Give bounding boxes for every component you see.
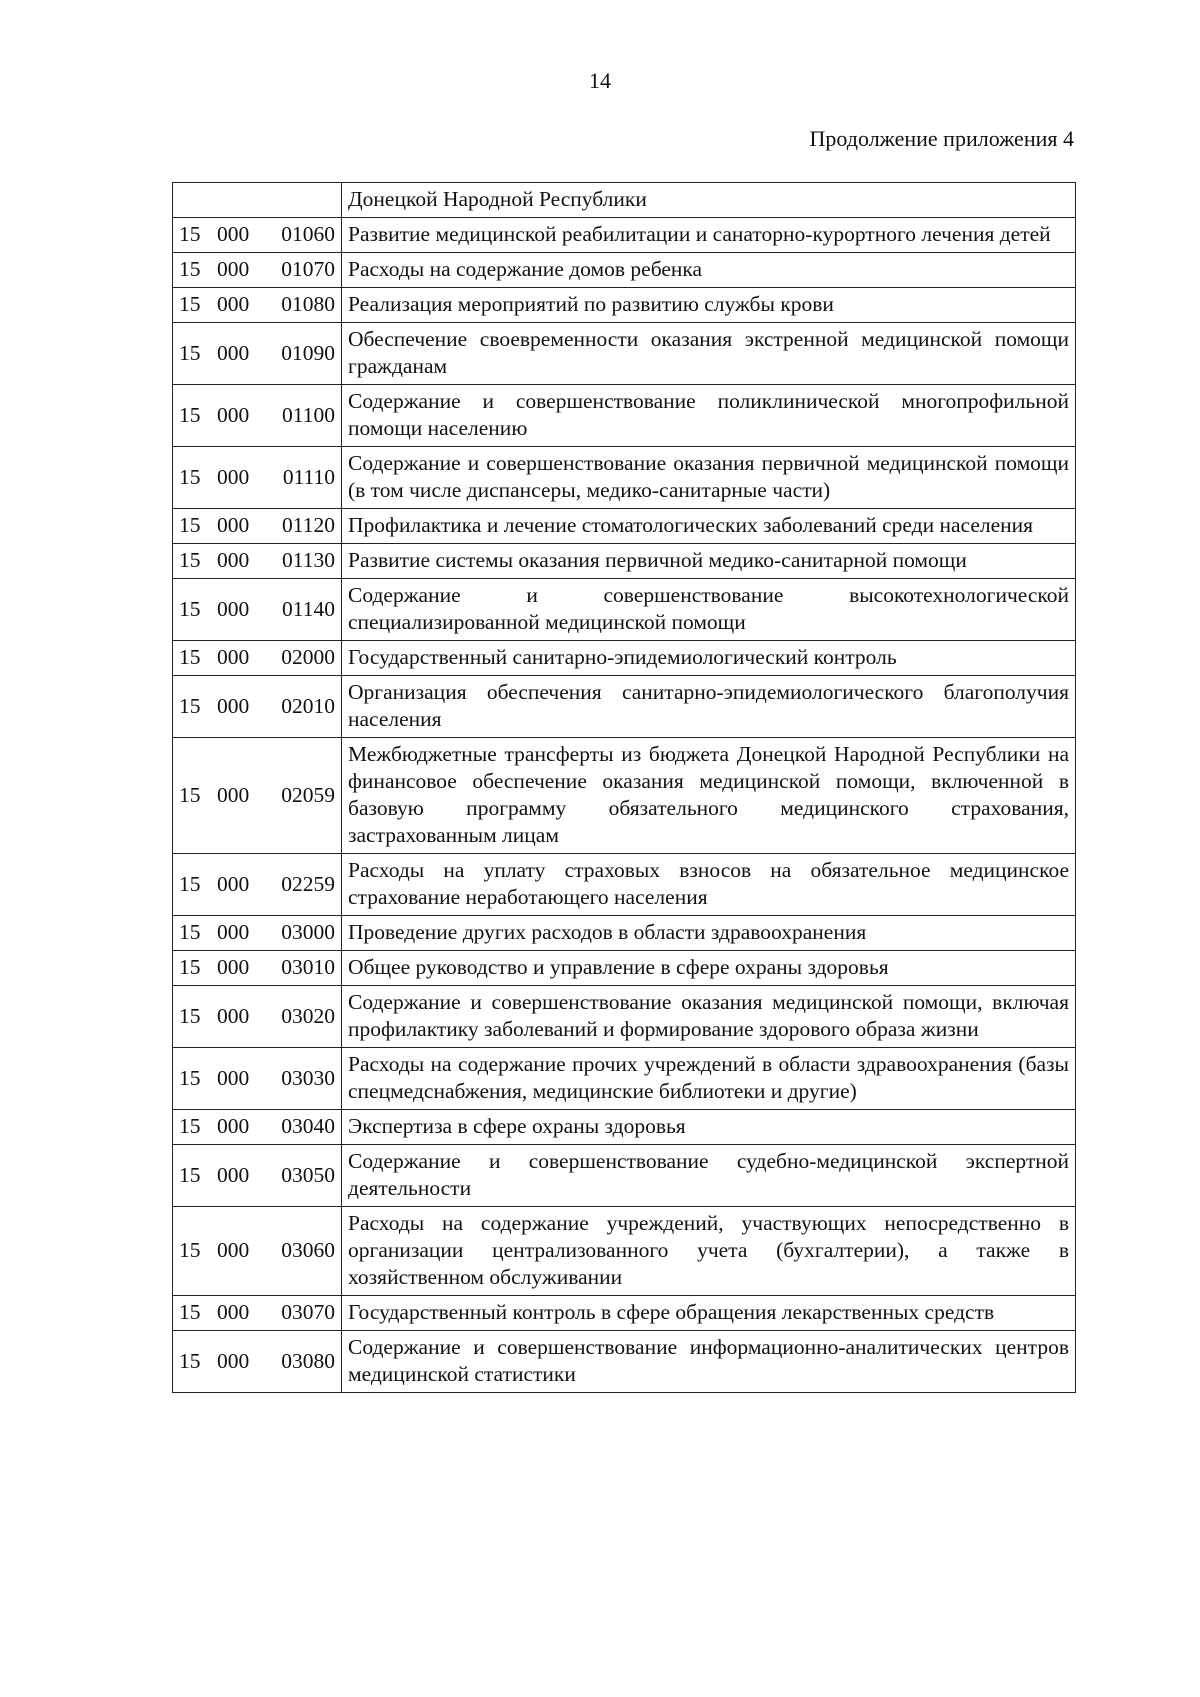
code-parts	[179, 1162, 335, 1189]
code-item: 03070	[281, 1300, 335, 1324]
description-cell: Содержание и совершенствование оказания первичной медицинской помощи (в том числе диспансеры, медико-санитарные части)	[342, 447, 1076, 509]
code-cell	[173, 218, 342, 253]
code-program: 000	[217, 1003, 250, 1028]
description-cell: Организация обеспечения санитарно-эпидемиологического благополучия населения	[342, 676, 1076, 738]
code-item: 01140	[282, 596, 335, 621]
description-cell: Донецкой Народной Республики	[342, 183, 1076, 218]
code-parts	[179, 871, 335, 898]
code-cell	[173, 288, 342, 323]
description-cell: Расходы на содержание учреждений, участвующих непосредственно в организации централизованного учета (бухгалтерии), а также в хозяйственном обслуживании	[342, 1207, 1076, 1296]
description-cell: Проведение других расходов в области здравоохранения	[342, 916, 1076, 951]
code-item: 03010	[281, 955, 335, 979]
description-cell: Содержание и совершенствование поликлинической многопрофильной помощи населению	[342, 385, 1076, 447]
code-parts	[179, 547, 335, 574]
code-cell	[173, 1296, 342, 1331]
code-parts	[179, 644, 335, 671]
code-cell	[173, 253, 342, 288]
code-item: 03040	[281, 1114, 335, 1138]
code-program: 000	[217, 1114, 250, 1138]
table-row	[173, 986, 1076, 1048]
code-section: 15	[179, 292, 201, 316]
code-cell	[173, 447, 342, 509]
code-parts	[179, 291, 335, 318]
description-cell: Обеспечение своевременности оказания экстренной медицинской помощи гражданам	[342, 323, 1076, 385]
code-item: 01110	[282, 464, 335, 489]
page-number: 14	[589, 68, 611, 93]
table-body	[173, 183, 1076, 1393]
table-row	[173, 544, 1076, 579]
code-cell	[173, 1048, 342, 1110]
table-row	[173, 1296, 1076, 1331]
code-cell	[173, 641, 342, 676]
table-row	[173, 1110, 1076, 1145]
code-section: 15	[179, 596, 201, 621]
code-item: 02010	[281, 693, 335, 718]
code-parts	[179, 954, 335, 981]
code-section: 15	[179, 402, 201, 427]
code-item: 01100	[282, 402, 335, 427]
budget-codes-table	[172, 182, 1076, 1393]
code-parts	[179, 596, 335, 623]
code-program: 000	[217, 955, 250, 979]
code-item: 01070	[281, 257, 335, 281]
code-cell	[173, 509, 342, 544]
code-program: 000	[217, 257, 250, 281]
code-section: 15	[179, 513, 201, 537]
code-cell	[173, 951, 342, 986]
code-item: 01120	[282, 513, 335, 537]
code-parts	[179, 256, 335, 283]
description-cell: Содержание и совершенствование оказания медицинской помощи, включая профилактику заболеваний и формирование здорового образа жизни	[342, 986, 1076, 1048]
code-parts	[179, 693, 335, 720]
code-parts	[179, 1299, 335, 1326]
code-program: 000	[217, 693, 250, 718]
code-program: 000	[217, 548, 250, 572]
code-item: 03030	[281, 1065, 335, 1090]
code-item: 03020	[281, 1003, 335, 1028]
description-cell: Межбюджетные трансферты из бюджета Донецкой Народной Республики на финансовое обеспечение оказания медицинской помощи, включенной в базовую программу обязательного медицинского страхования, застрахованным лицам	[342, 738, 1076, 854]
table-row	[173, 218, 1076, 253]
description-cell: Содержание и совершенствование информационно-аналитических центров медицинской статистики	[342, 1331, 1076, 1393]
table-row	[173, 1207, 1076, 1296]
code-parts	[179, 402, 335, 429]
code-parts	[179, 464, 335, 491]
code-program: 000	[217, 871, 250, 896]
code-program: 000	[217, 920, 250, 944]
code-parts	[179, 512, 335, 539]
code-cell	[173, 738, 342, 854]
table-row	[173, 509, 1076, 544]
code-parts	[179, 221, 335, 248]
code-cell	[173, 1207, 342, 1296]
table-row	[173, 447, 1076, 509]
description-cell: Развитие системы оказания первичной медико-санитарной помощи	[342, 544, 1076, 579]
code-item: 03050	[281, 1162, 335, 1187]
table-row	[173, 676, 1076, 738]
code-parts	[179, 919, 335, 946]
code-program: 000	[217, 1162, 250, 1187]
code-item: 01130	[282, 548, 335, 572]
code-cell	[173, 986, 342, 1048]
code-section: 15	[179, 1348, 201, 1373]
table-row	[173, 1331, 1076, 1393]
table-row	[173, 253, 1076, 288]
description-cell: Содержание и совершенствование высокотехнологической специализированной медицинской помощи	[342, 579, 1076, 641]
code-cell	[173, 1331, 342, 1393]
code-cell	[173, 183, 342, 218]
code-cell	[173, 323, 342, 385]
code-section: 15	[179, 693, 201, 718]
code-item: 03060	[281, 1238, 335, 1262]
code-section: 15	[179, 955, 201, 979]
code-program: 000	[217, 1300, 250, 1324]
code-parts	[179, 340, 335, 367]
code-cell	[173, 676, 342, 738]
code-program: 000	[217, 596, 250, 621]
code-item: 02259	[281, 871, 335, 896]
table-row	[173, 641, 1076, 676]
code-section: 15	[179, 464, 201, 489]
code-section: 15	[179, 782, 201, 807]
code-item: 03080	[281, 1348, 335, 1373]
code-program: 000	[217, 513, 250, 537]
code-cell	[173, 1110, 342, 1145]
code-item: 01080	[281, 292, 335, 316]
description-cell: Экспертиза в сфере охраны здоровья	[342, 1110, 1076, 1145]
code-parts	[179, 1348, 335, 1375]
table-row	[173, 1145, 1076, 1207]
table-row	[173, 579, 1076, 641]
description-cell: Содержание и совершенствование судебно-медицинской экспертной деятельности	[342, 1145, 1076, 1207]
table-row	[173, 738, 1076, 854]
code-section: 15	[179, 1003, 201, 1028]
code-program: 000	[217, 222, 250, 246]
table-row	[173, 951, 1076, 986]
code-cell	[173, 916, 342, 951]
code-section: 15	[179, 1162, 201, 1187]
table-row	[173, 916, 1076, 951]
code-cell	[173, 385, 342, 447]
description-cell: Развитие медицинской реабилитации и санаторно-курортного лечения детей	[342, 218, 1076, 253]
code-program: 000	[217, 292, 250, 316]
table-row	[173, 854, 1076, 916]
description-cell: Государственный санитарно-эпидемиологический контроль	[342, 641, 1076, 676]
code-section: 15	[179, 871, 201, 896]
description-cell: Расходы на уплату страховых взносов на обязательное медицинское страхование неработающего населения	[342, 854, 1076, 916]
table-row	[173, 385, 1076, 447]
code-cell	[173, 1145, 342, 1207]
code-item: 03000	[281, 920, 335, 944]
code-section: 15	[179, 920, 201, 944]
code-section: 15	[179, 222, 201, 246]
description-cell: Общее руководство и управление в сфере охраны здоровья	[342, 951, 1076, 986]
code-program: 000	[217, 340, 250, 365]
code-section: 15	[179, 340, 201, 365]
code-program: 000	[217, 464, 250, 489]
code-section: 15	[179, 1238, 201, 1262]
description-cell: Реализация мероприятий по развитию службы крови	[342, 288, 1076, 323]
code-section: 15	[179, 548, 201, 572]
table-row	[173, 183, 1076, 218]
code-program: 000	[217, 1348, 250, 1373]
code-program: 000	[217, 402, 250, 427]
code-program: 000	[217, 1065, 250, 1090]
code-cell	[173, 579, 342, 641]
description-cell: Профилактика и лечение стоматологических заболеваний среди населения	[342, 509, 1076, 544]
description-cell: Расходы на содержание домов ребенка	[342, 253, 1076, 288]
code-parts	[179, 1113, 335, 1140]
code-program: 000	[217, 782, 250, 807]
code-section: 15	[179, 1300, 201, 1324]
code-parts	[179, 782, 335, 809]
table-row	[173, 288, 1076, 323]
code-parts	[179, 1237, 335, 1264]
code-program: 000	[217, 1238, 250, 1262]
code-item: 02059	[281, 782, 335, 807]
appendix-continuation-note: Продолжение приложения 4	[809, 126, 1074, 151]
code-item: 01060	[281, 222, 335, 246]
code-cell	[173, 544, 342, 579]
table-row	[173, 323, 1076, 385]
code-item: 01090	[281, 340, 335, 365]
code-section: 15	[179, 257, 201, 281]
code-parts	[179, 1065, 335, 1092]
code-cell	[173, 854, 342, 916]
description-cell: Государственный контроль в сфере обращения лекарственных средств	[342, 1296, 1076, 1331]
table-row	[173, 1048, 1076, 1110]
description-cell: Расходы на содержание прочих учреждений в области здравоохранения (базы спецмедснабжения, медицинские библиотеки и другие)	[342, 1048, 1076, 1110]
code-section: 15	[179, 645, 201, 669]
code-section: 15	[179, 1065, 201, 1090]
code-section: 15	[179, 1114, 201, 1138]
code-parts	[179, 1003, 335, 1030]
code-program: 000	[217, 645, 250, 669]
code-item: 02000	[281, 645, 335, 669]
